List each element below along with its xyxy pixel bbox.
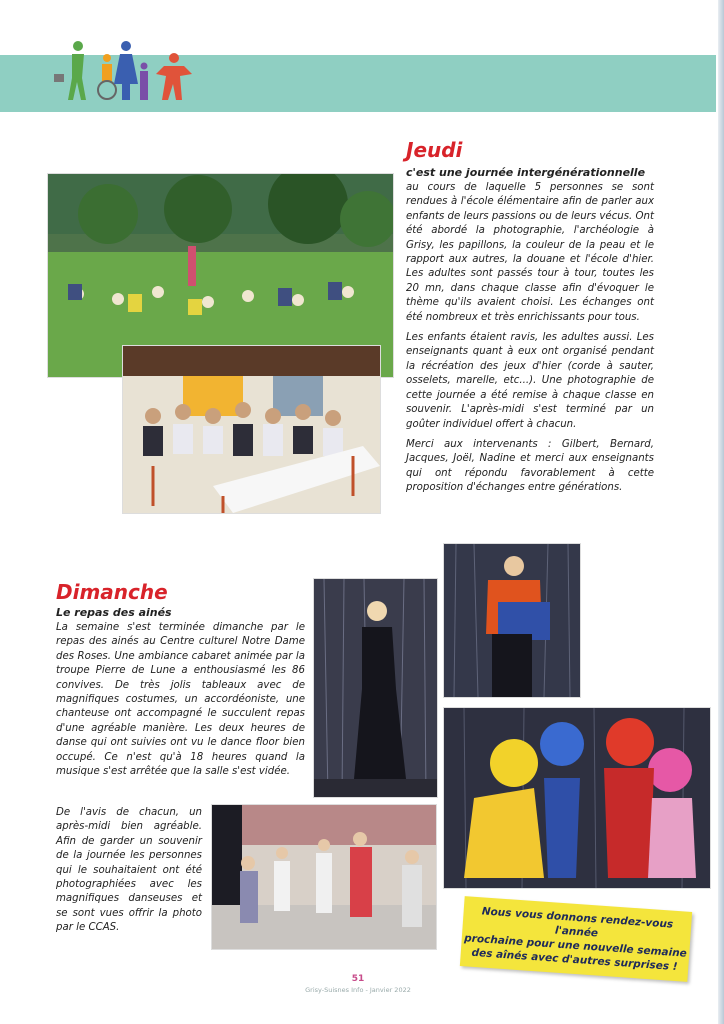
callout-sticker [460, 896, 692, 982]
briefcase-icon [54, 74, 64, 82]
photo-dance-floor [211, 804, 437, 950]
page-edge [718, 0, 724, 1024]
publication-footer: Grisy-Suisnes Info - Janvier 2022 [305, 986, 411, 994]
page-number: 51 [351, 974, 365, 984]
person-blue [114, 41, 138, 100]
jeudi-paragraph-3: Merci aux intervenants : Gilbert, Bernard, Jacques, Joël, Nadine et merci aux enseignants qui ont répondu favorablement à cette proposition d'échanges entre générations. [406, 438, 654, 494]
photo-classroom [122, 345, 381, 514]
jeudi-paragraph-2: Les enfants étaient ravis, les adultes aussi. Les enseignants quant à eux ont organisé pendant la récréation des jeux d'hier (corde à sauter, osselets, marelle, etc...). Une photographie de cette journée a été remise à chaque classe en souvenir. L'après-midi s'est terminé par un goûter individuel offert à chacun. [406, 332, 654, 430]
photo-accordionist [443, 543, 581, 698]
jeudi-subtitle: c'est une journée intergénérationnelle [406, 166, 646, 179]
jeudi-body [406, 181, 654, 502]
person-red [156, 53, 192, 100]
dimanche-subtitle: Le repas des ainés [56, 606, 172, 619]
jeudi-paragraph-1: au cours de laquelle 5 personnes se sont rendues à l'école élémentaire afin de parler aux enfants de leurs passions ou de leurs vécus. Ont été abordé la photographie, l'archéologie à Grisy, les papillons, la couleur de la peau et le rapport aux autres, la douane et l'école d'hier. Les adultes sont passés tour à tour, toutes les 20 mn, dans chaque classe afin d'évoquer le thème qu'ils avaient choisi. Les échanges ont été nombreux et très enrichissants pour tous. [406, 182, 655, 323]
dimanche-paragraph-1: La semaine s'est terminée dimanche par le repas des ainés au Centre culturel Notre Dame des Roses. Une ambiance cabaret animée par la troupe Pierre de Lune a enthousiasmé les 86 convives. De très jolis tableaux avec de magnifiques costumes, un accordéoniste, une chanteuse ont accompagné le succulent repas d'une agréable manière. Les deux heures de danse qui ont suivies ont vu le dance floor bien occupé. Ce n'est qu'à 18 heures quand la musique s'est arrêtée que la salle s'est vidée. [56, 622, 305, 778]
jeudi-title: Jeudi [406, 138, 463, 162]
person-purple-child [140, 63, 148, 101]
person-green [68, 41, 86, 100]
dimanche-paragraph-2: De l'avis de chacun, un après-midi bien agréable. Afin de garder un souvenir de la journée les personnes qui le souhaitaient ont été photographiées avec les magnifiques danseuses et se sont vues offrir la photo par le CCAS. [56, 807, 202, 934]
callout-text: Nous vous donnons rendez-vous l'année prochaine pour une nouvelle semaine des aînés avec d'autres surprises ! [463, 905, 688, 974]
family-logo [52, 38, 197, 106]
photo-dancers [443, 707, 711, 889]
wheelchair-icon [98, 81, 116, 99]
photo-singer [313, 578, 438, 798]
person-orange-wheelchair [102, 54, 112, 82]
dimanche-title: Dimanche [56, 580, 168, 604]
